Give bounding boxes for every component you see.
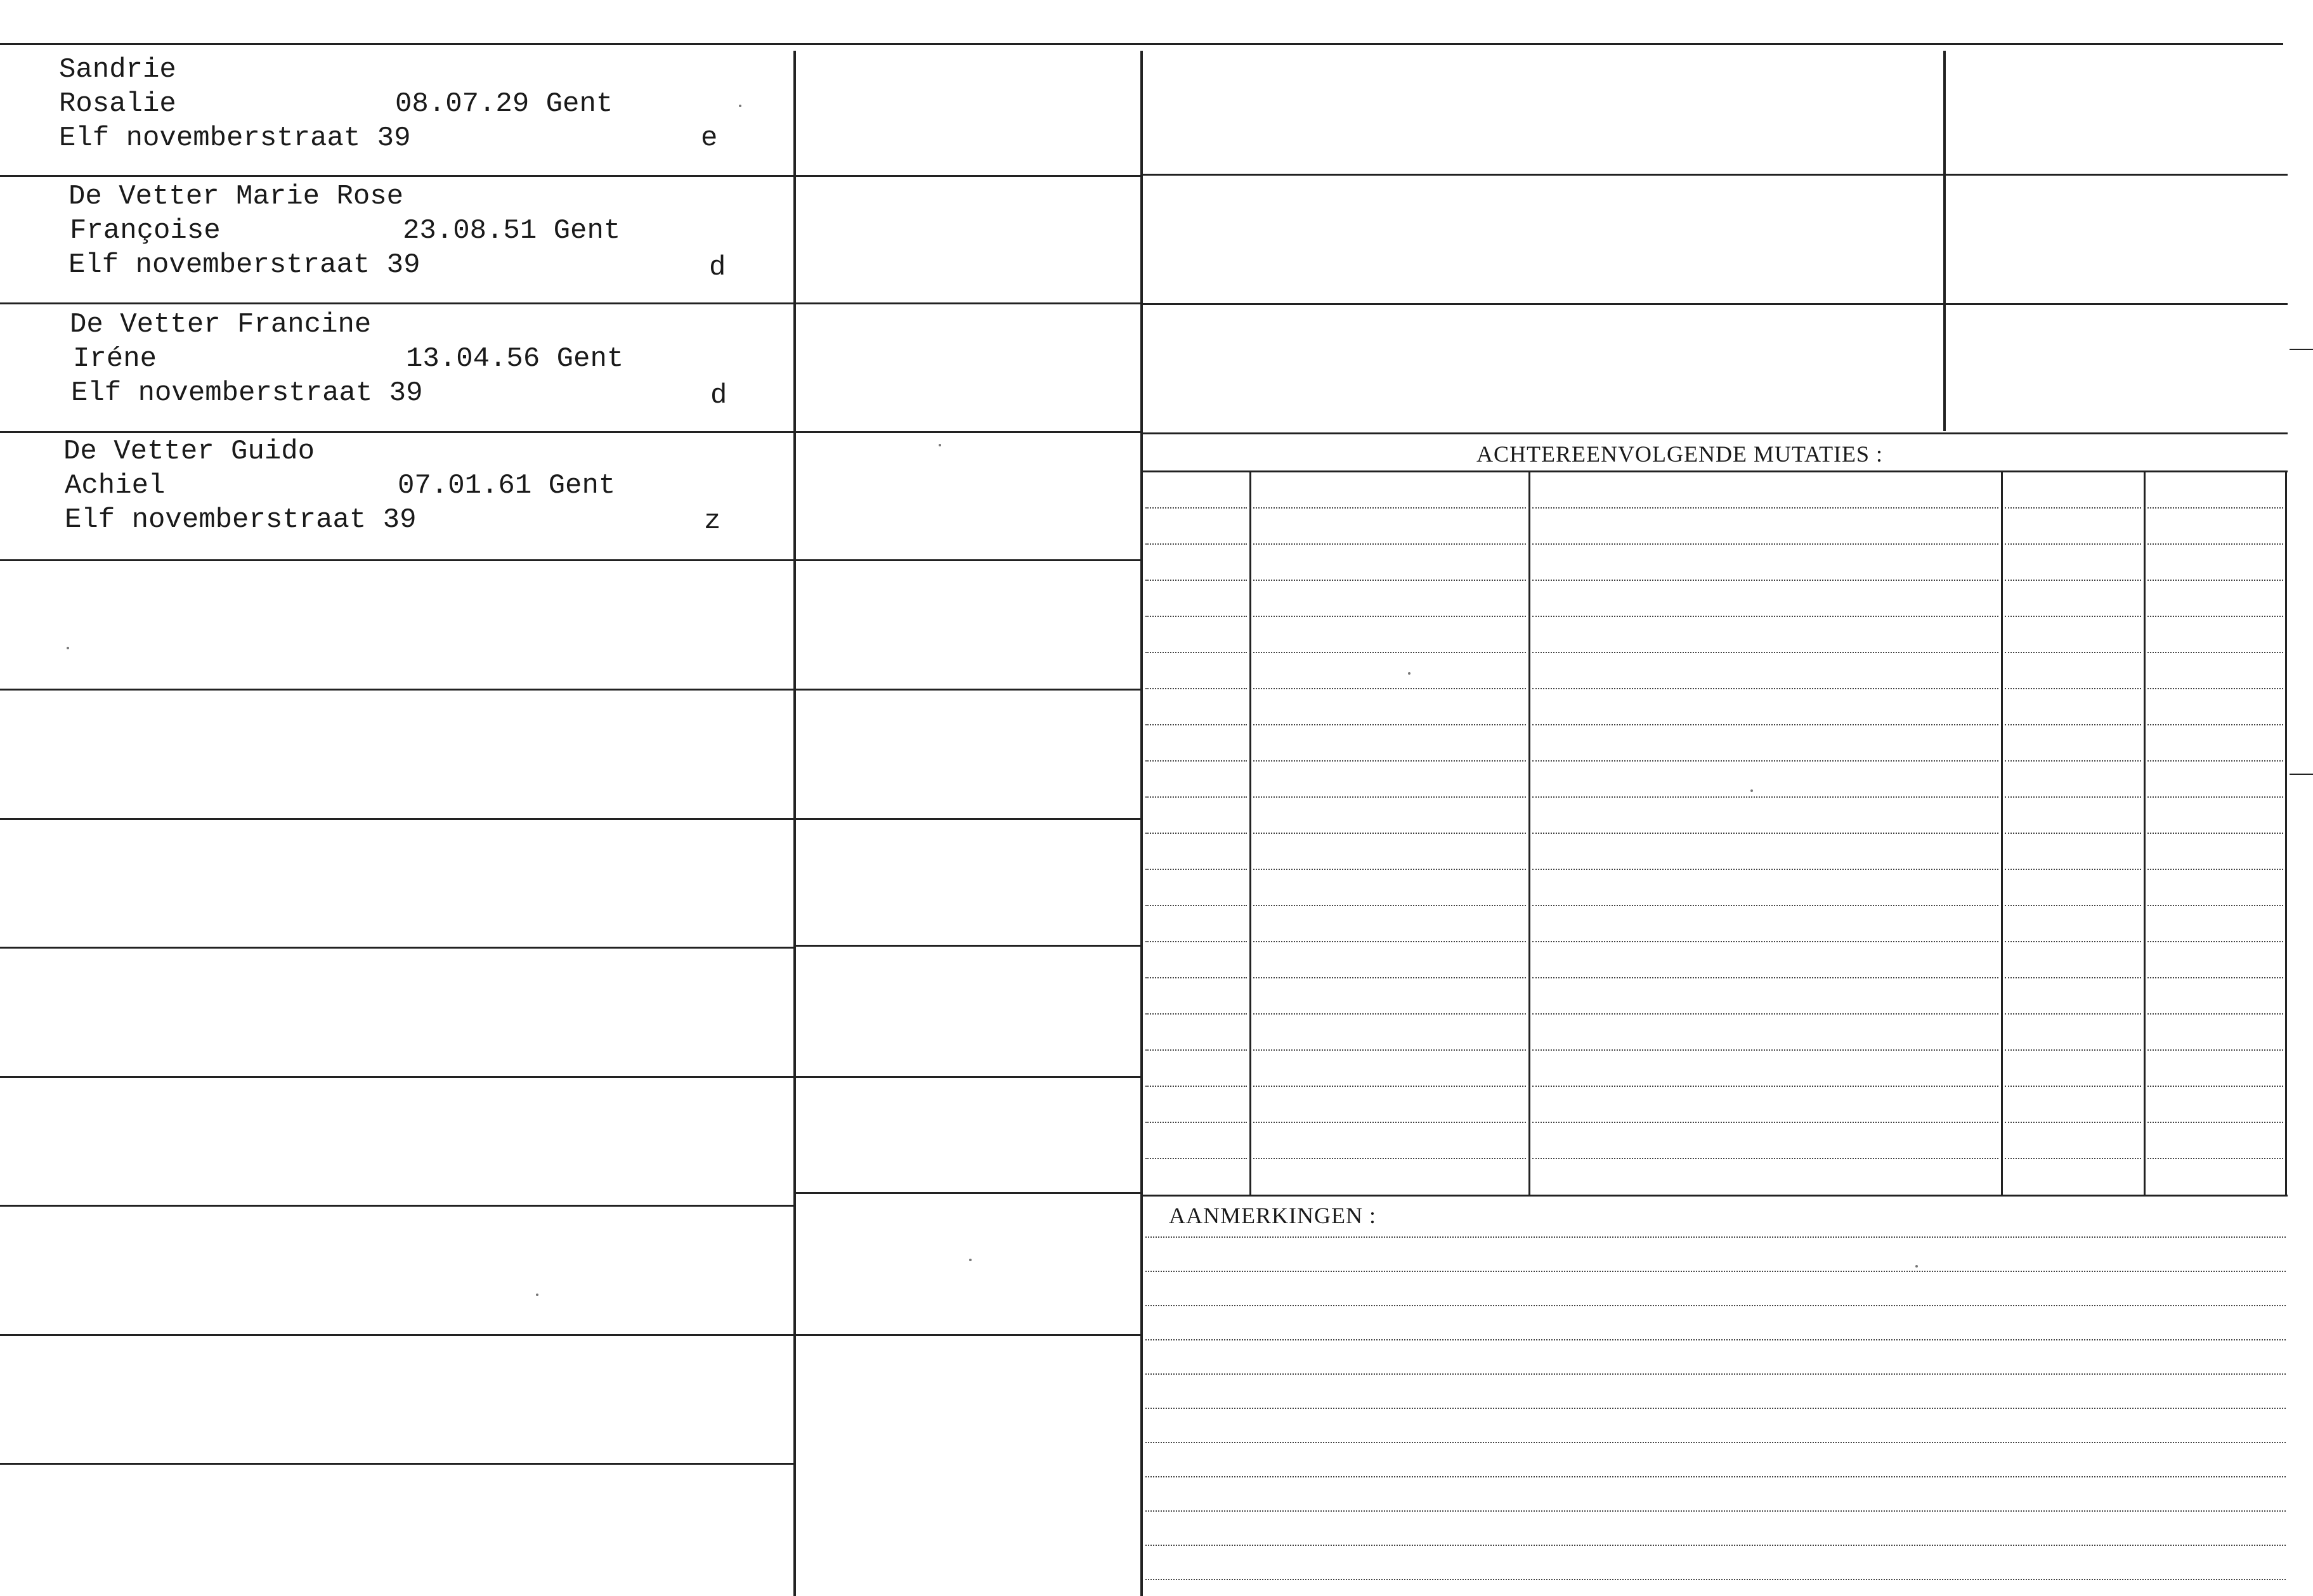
mutations-top-line xyxy=(1143,470,2288,472)
person-birth: 08.07.29 Gent xyxy=(395,88,613,120)
right-row-line xyxy=(1143,303,2288,305)
left-column-divider xyxy=(793,51,796,1596)
mutations-ruled-line xyxy=(2147,833,2283,834)
mutations-ruled-line xyxy=(1145,616,1247,617)
mutations-ruled-line xyxy=(2147,616,2283,617)
remarks-ruled-line xyxy=(1145,1271,2286,1272)
mutations-ruled-line xyxy=(1253,1158,1526,1159)
mutations-title: ACHTEREENVOLGENDE MUTATIES : xyxy=(1476,441,1884,467)
remarks-ruled-line xyxy=(1145,1408,2286,1409)
mutations-ruled-line xyxy=(1253,1086,1526,1087)
mutations-ruled-line xyxy=(1145,1086,1247,1087)
mutations-ruled-line xyxy=(1145,905,1247,906)
right-row-line xyxy=(1143,432,2288,434)
mutations-ruled-line xyxy=(1253,1013,1526,1015)
person-address: Elf novemberstraat 39 xyxy=(68,249,420,281)
middle-row-line xyxy=(796,1192,1140,1194)
person-birth: 23.08.51 Gent xyxy=(403,215,621,247)
middle-row-line xyxy=(796,1076,1140,1078)
left-row-line xyxy=(0,947,793,949)
left-row-line xyxy=(0,1463,793,1465)
mutations-ruled-line xyxy=(2005,833,2141,834)
mutations-ruled-line xyxy=(2147,688,2283,689)
mutations-ruled-line xyxy=(2005,1158,2141,1159)
mutations-ruled-line xyxy=(2005,616,2141,617)
mutations-ruled-line xyxy=(1532,869,1998,870)
left-row-line xyxy=(0,818,793,820)
mutations-ruled-line xyxy=(1145,688,1247,689)
mutations-ruled-line xyxy=(2147,580,2283,581)
scan-speck xyxy=(67,647,69,649)
mutations-ruled-line xyxy=(1145,1158,1247,1159)
mutations-ruled-line xyxy=(1145,796,1247,798)
mutations-ruled-line xyxy=(1253,580,1526,581)
mutations-ruled-line xyxy=(2147,1086,2283,1087)
left-row-line xyxy=(0,1076,793,1078)
middle-row-line xyxy=(796,431,1140,433)
mutations-ruled-line xyxy=(1532,977,1998,978)
mutations-ruled-line xyxy=(1145,543,1247,545)
mutations-ruled-line xyxy=(2147,543,2283,545)
mutations-ruled-line xyxy=(2147,869,2283,870)
mutations-bottom-line xyxy=(1143,1195,2288,1197)
remarks-ruled-line xyxy=(1145,1579,2286,1580)
mutations-ruled-line xyxy=(2005,1049,2141,1051)
mutations-ruled-line xyxy=(1532,1122,1998,1123)
mutations-ruled-line xyxy=(1253,905,1526,906)
mutations-ruled-line xyxy=(1253,977,1526,978)
left-row-line xyxy=(0,559,793,561)
mutations-ruled-line xyxy=(1253,796,1526,798)
scan-speck xyxy=(1915,1265,1918,1268)
person-birth: 07.01.61 Gent xyxy=(398,470,616,502)
middle-row-line xyxy=(796,559,1140,561)
mutations-ruled-line xyxy=(1532,833,1998,834)
mutations-ruled-line xyxy=(2147,941,2283,942)
mutations-ruled-line xyxy=(2005,905,2141,906)
mutations-ruled-line xyxy=(2005,688,2141,689)
mutations-ruled-line xyxy=(2147,796,2283,798)
mutations-ruled-line xyxy=(1145,833,1247,834)
mutations-ruled-line xyxy=(2005,507,2141,509)
mutations-ruled-line xyxy=(2005,580,2141,581)
middle-row-line xyxy=(796,689,1140,691)
mutations-ruled-line xyxy=(1253,616,1526,617)
middle-row-line xyxy=(796,175,1140,177)
mutations-ruled-line xyxy=(1532,543,1998,545)
mutations-ruled-line xyxy=(1145,1049,1247,1051)
mutations-ruled-line xyxy=(1145,580,1247,581)
scan-speck xyxy=(969,1259,972,1261)
mutations-ruled-line xyxy=(2005,760,2141,762)
mutations-ruled-line xyxy=(2005,941,2141,942)
mutations-ruled-line xyxy=(1532,580,1998,581)
mutations-ruled-line xyxy=(1253,724,1526,725)
remarks-ruled-line xyxy=(1145,1339,2286,1340)
person-code: e xyxy=(701,122,718,154)
middle-row-line xyxy=(796,945,1140,947)
mutations-ruled-line xyxy=(1253,652,1526,653)
remarks-ruled-line xyxy=(1145,1442,2286,1443)
mutations-ruled-line xyxy=(1145,507,1247,509)
person-first-names: Iréne xyxy=(73,343,157,375)
remarks-ruled-line xyxy=(1145,1510,2286,1512)
mutations-ruled-line xyxy=(1253,869,1526,870)
mutations-ruled-line xyxy=(2005,869,2141,870)
mutations-ruled-line xyxy=(1532,652,1998,653)
mutations-col-5 xyxy=(2285,472,2287,1195)
mutations-ruled-line xyxy=(1253,543,1526,545)
mutations-ruled-line xyxy=(2005,1086,2141,1087)
mutations-ruled-line xyxy=(1532,724,1998,725)
left-row-line xyxy=(0,431,793,433)
person-name: De Vetter Marie Rose xyxy=(68,181,404,212)
remarks-ruled-line xyxy=(1145,1236,2286,1238)
person-address: Elf novemberstraat 39 xyxy=(59,122,411,154)
mutations-ruled-line xyxy=(2147,760,2283,762)
remarks-ruled-line xyxy=(1145,1545,2286,1546)
mutations-ruled-line xyxy=(2147,507,2283,509)
mutations-ruled-line xyxy=(2147,1158,2283,1159)
person-birth: 13.04.56 Gent xyxy=(406,343,624,375)
left-row-line xyxy=(0,689,793,691)
person-address: Elf novemberstraat 39 xyxy=(71,377,423,409)
middle-column-divider xyxy=(1140,51,1143,1596)
left-row-line xyxy=(0,302,793,304)
edge-tick xyxy=(2290,774,2313,775)
mutations-ruled-line xyxy=(2005,1013,2141,1015)
mutations-ruled-line xyxy=(2147,905,2283,906)
mutations-ruled-line xyxy=(1253,1122,1526,1123)
mutations-col-1 xyxy=(1249,472,1251,1195)
right-row-line xyxy=(1143,174,2288,176)
mutations-ruled-line xyxy=(1532,941,1998,942)
mutations-ruled-line xyxy=(1253,760,1526,762)
mutations-ruled-line xyxy=(2147,652,2283,653)
left-row-line xyxy=(0,175,793,177)
edge-tick xyxy=(2290,349,2313,350)
mutations-col-3 xyxy=(2001,472,2003,1195)
person-code: d xyxy=(709,252,726,283)
mutations-ruled-line xyxy=(2005,796,2141,798)
person-code: d xyxy=(710,380,727,412)
person-name: De Vetter Guido xyxy=(63,436,315,467)
person-first-names: Rosalie xyxy=(59,88,176,120)
mutations-ruled-line xyxy=(1253,688,1526,689)
mutations-ruled-line xyxy=(1532,507,1998,509)
middle-row-line xyxy=(796,302,1140,304)
mutations-ruled-line xyxy=(1532,796,1998,798)
person-first-names: Françoise xyxy=(70,215,221,247)
mutations-ruled-line xyxy=(1532,1158,1998,1159)
left-row-line xyxy=(0,1334,793,1336)
person-name: De Vetter Francine xyxy=(70,309,372,341)
left-row-line xyxy=(0,1205,793,1207)
middle-row-line xyxy=(796,818,1140,820)
mutations-ruled-line xyxy=(2147,1049,2283,1051)
person-address: Elf novemberstraat 39 xyxy=(65,504,417,536)
mutations-ruled-line xyxy=(1253,1049,1526,1051)
mutations-ruled-line xyxy=(1253,507,1526,509)
mutations-ruled-line xyxy=(2005,543,2141,545)
remarks-ruled-line xyxy=(1145,1305,2286,1306)
remarks-ruled-line xyxy=(1145,1476,2286,1477)
mutations-ruled-line xyxy=(2005,977,2141,978)
mutations-ruled-line xyxy=(1532,616,1998,617)
mutations-col-2 xyxy=(1528,472,1530,1195)
mutations-col-4 xyxy=(2144,472,2146,1195)
mutations-ruled-line xyxy=(2147,977,2283,978)
mutations-ruled-line xyxy=(2005,724,2141,725)
mutations-ruled-line xyxy=(1145,760,1247,762)
person-code: z xyxy=(704,505,721,537)
mutations-ruled-line xyxy=(2147,724,2283,725)
mutations-ruled-line xyxy=(1145,977,1247,978)
mutations-ruled-line xyxy=(1145,652,1247,653)
right-small-column-divider xyxy=(1943,51,1946,431)
mutations-ruled-line xyxy=(1145,869,1247,870)
mutations-ruled-line xyxy=(1532,905,1998,906)
mutations-ruled-line xyxy=(1253,833,1526,834)
mutations-ruled-line xyxy=(2005,652,2141,653)
mutations-ruled-line xyxy=(1253,941,1526,942)
scan-speck xyxy=(739,105,741,107)
top-border xyxy=(0,43,2283,45)
scan-speck xyxy=(939,444,941,446)
middle-row-line xyxy=(796,1334,1140,1336)
mutations-ruled-line xyxy=(2005,1122,2141,1123)
mutations-ruled-line xyxy=(1145,1122,1247,1123)
mutations-ruled-line xyxy=(1532,1086,1998,1087)
mutations-ruled-line xyxy=(1532,1013,1998,1015)
remarks-ruled-line xyxy=(1145,1373,2286,1375)
mutations-ruled-line xyxy=(1145,941,1247,942)
mutations-ruled-line xyxy=(1145,724,1247,725)
mutations-ruled-line xyxy=(2147,1013,2283,1015)
mutations-ruled-line xyxy=(1145,1013,1247,1015)
scan-speck xyxy=(1750,789,1753,792)
scan-speck xyxy=(1408,672,1411,675)
mutations-ruled-line xyxy=(1532,688,1998,689)
scan-speck xyxy=(536,1294,538,1296)
mutations-ruled-line xyxy=(1532,1049,1998,1051)
mutations-ruled-line xyxy=(2147,1122,2283,1123)
remarks-title: AANMERKINGEN : xyxy=(1169,1203,1376,1228)
mutations-ruled-line xyxy=(1532,760,1998,762)
person-name: Sandrie xyxy=(59,54,176,86)
person-first-names: Achiel xyxy=(65,470,166,502)
